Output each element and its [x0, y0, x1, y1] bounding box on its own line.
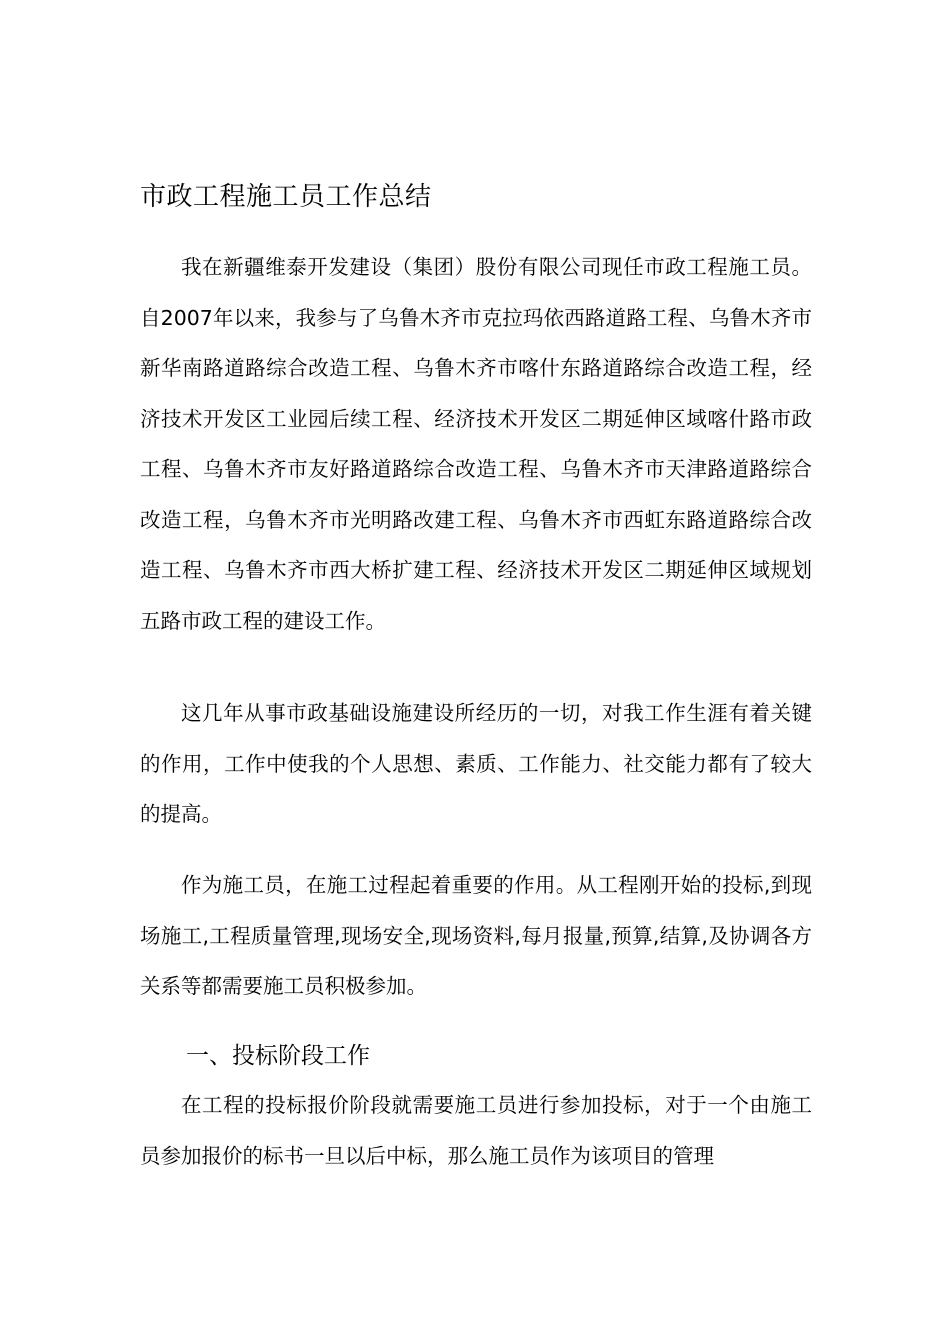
paragraph-bidding-stage: 在工程的投标报价阶段就需要施工员进行参加投标，对于一个由施工员参加报价的标书一旦以后中标，那么施工员作为该项目的管理	[140, 1093, 812, 1168]
paragraph-project-experience: 我在新疆维泰开发建设（集团）股份有限公司现任市政工程施工员。自2007年以来，我参与了乌鲁木齐市克拉玛依西路道路工程、乌鲁木齐市新华南路道路综合改造工程、乌鲁木齐市喀什东路道路综合改造工程，经济技术开发区工业园后续工程、经济技术开发区二期延伸区域喀什路市政工程、乌鲁木齐市友好路道路综合改造工程、乌鲁木齐市天津路道路综合改造工程，乌鲁木齐市光明路改建工程、乌鲁木齐市西虹东路道路综合改造工程、乌鲁木齐市西大桥扩建工程、经济技术开发区二期延伸区域规划五路市政工程的建设工作。	[140, 255, 812, 633]
paragraph-career-impact: 这几年从事市政基础设施建设所经历的一切，对我工作生涯有着关键的作用，工作中使我的个人思想、素质、工作能力、社交能力都有了较大的提高。	[140, 701, 812, 826]
paragraph-construction-role: 作为施工员，在施工过程起着重要的作用。从工程刚开始的投标,到现场施工,工程质量管理,现场安全,现场资料,每月报量,预算,结算,及协调各方关系等都需要施工员积极参加。	[140, 873, 812, 998]
document-title: 市政工程施工员工作总结	[140, 182, 432, 212]
section-heading-bidding: 一、投标阶段工作	[186, 1043, 370, 1069]
